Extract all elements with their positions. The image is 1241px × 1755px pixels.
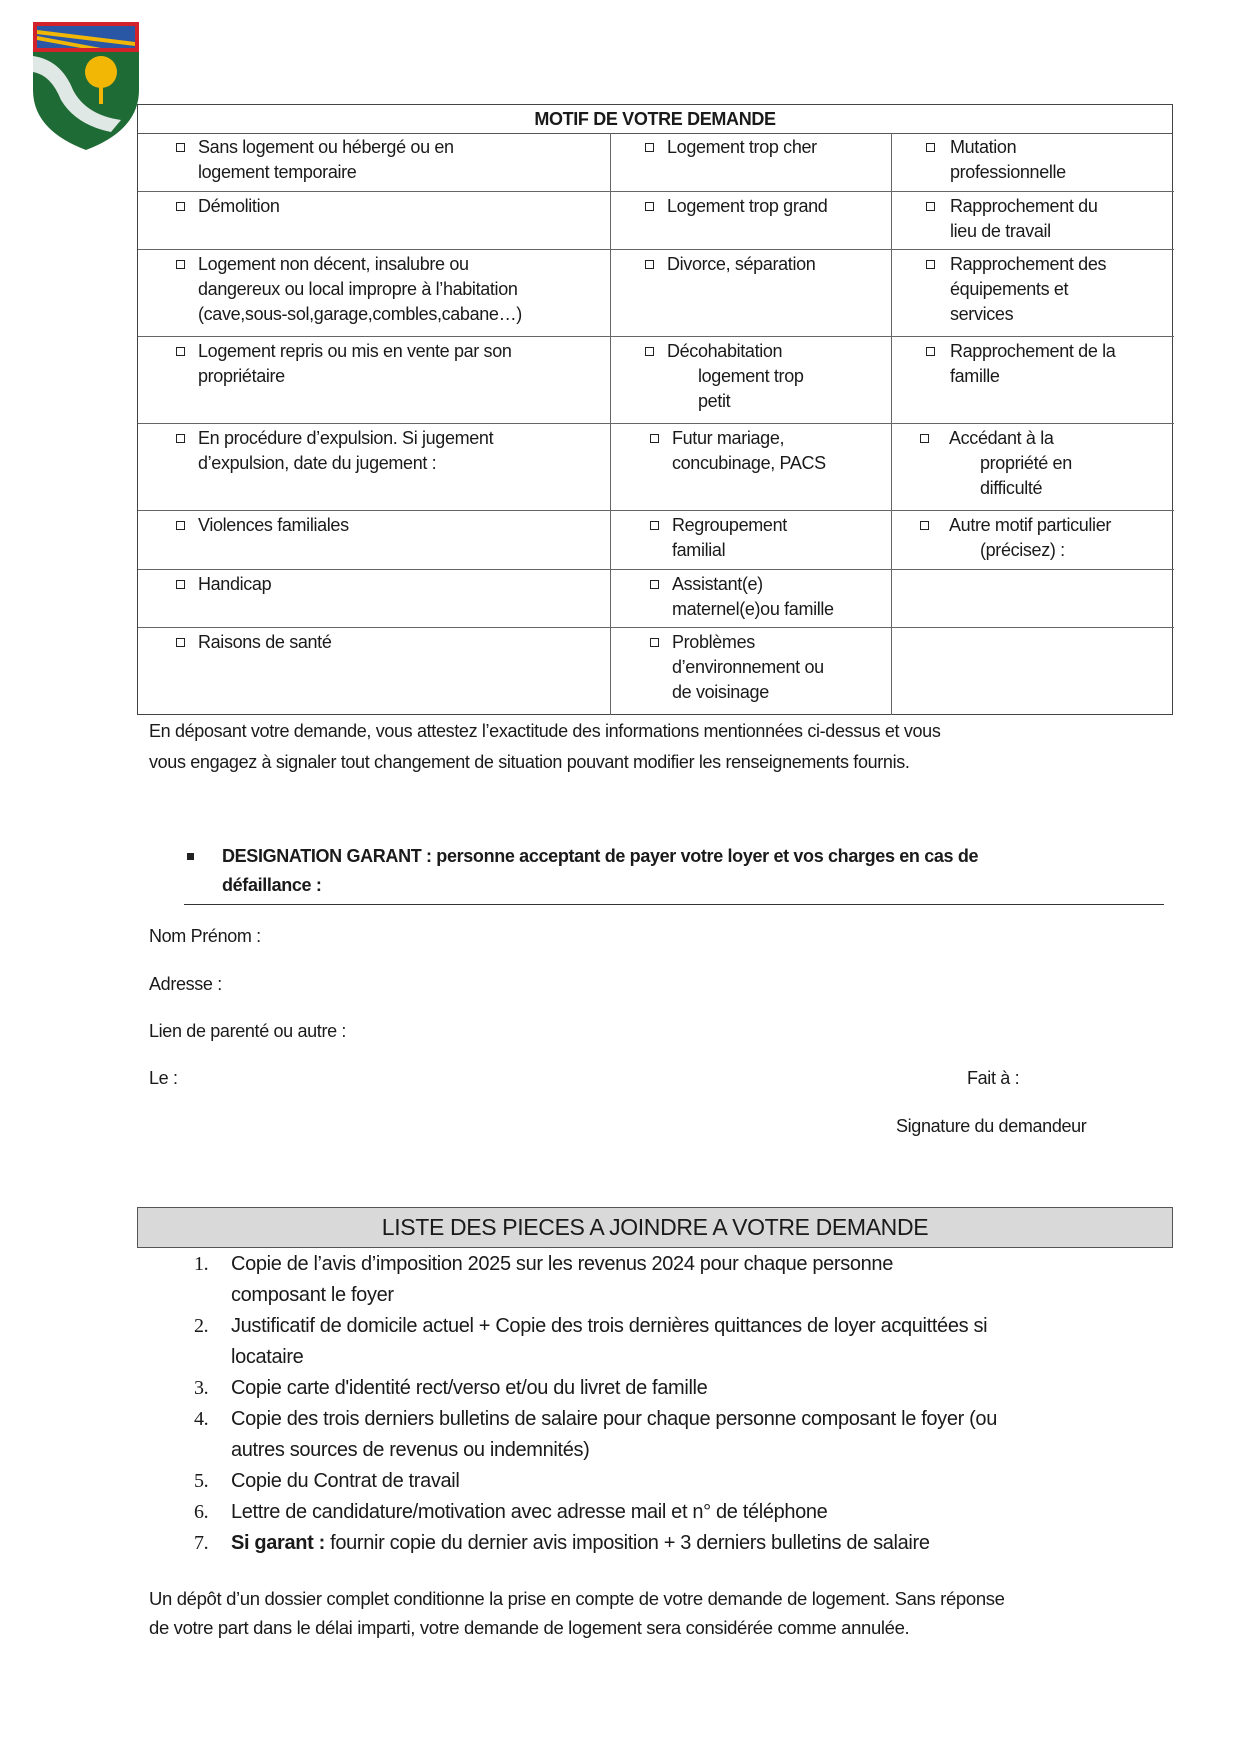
checkbox[interactable]: [926, 260, 935, 269]
motif-option-label: d’environnement ou: [672, 657, 824, 677]
list-item: composant le foyer: [231, 1284, 394, 1306]
motif-option-label: Problèmes: [672, 632, 755, 652]
garant-heading-line: défaillance :: [222, 875, 322, 895]
motif-cell: [892, 628, 1174, 715]
motif-option-label: Logement non décent, insalubre ou: [198, 254, 469, 274]
motif-cell: [611, 511, 892, 570]
motif-option-label: services: [950, 304, 1014, 324]
motif-option-label: professionnelle: [950, 162, 1066, 182]
checkbox[interactable]: [176, 580, 185, 589]
checkbox[interactable]: [645, 260, 654, 269]
motif-cell: [892, 133, 1174, 192]
motif-option-label: propriété en: [980, 453, 1072, 473]
motif-cell: [611, 133, 892, 192]
list-item: locataire: [231, 1346, 304, 1368]
motif-cell: [138, 250, 611, 337]
list-number: 6.: [194, 1501, 209, 1523]
checkbox[interactable]: [650, 434, 659, 443]
motif-option-label: En procédure d’expulsion. Si jugement: [198, 428, 494, 448]
motif-option-label: propriétaire: [198, 366, 285, 386]
motif-option-label: Violences familiales: [198, 515, 349, 535]
list-item-bold: Si garant :: [231, 1532, 325, 1554]
motif-option-label: petit: [698, 391, 731, 411]
motif-cell: [611, 628, 892, 715]
motif-cell: [611, 337, 892, 424]
checkbox[interactable]: [176, 143, 185, 152]
checkbox[interactable]: [926, 202, 935, 211]
motif-option-label: Décohabitation: [667, 341, 783, 361]
checkbox[interactable]: [926, 347, 935, 356]
motif-cell: [892, 570, 1174, 628]
list-item: Copie de l’avis d’imposition 2025 sur les revenus 2024 pour chaque personne: [231, 1253, 893, 1275]
list-item: autres sources de revenus ou indemnités): [231, 1439, 590, 1461]
place-field[interactable]: Fait à :: [967, 1068, 1020, 1088]
motif-cell: [138, 133, 611, 192]
motif-option-label: d’expulsion, date du jugement :: [198, 453, 437, 473]
motif-cell: [138, 628, 611, 715]
checkbox[interactable]: [176, 638, 185, 647]
motif-cell: [892, 250, 1174, 337]
motif-option-label: Mutation: [950, 137, 1017, 157]
motif-cell: [138, 337, 611, 424]
final-notice: [149, 1584, 1173, 1642]
garant-heading: [222, 842, 978, 900]
checkbox[interactable]: [645, 202, 654, 211]
checkbox[interactable]: [926, 143, 935, 152]
motif-option-label: maternel(e)ou famille: [672, 599, 834, 619]
checkbox[interactable]: [650, 521, 659, 530]
checkbox[interactable]: [645, 347, 654, 356]
motif-option-label: (cave,sous-sol,garage,combles,cabane…): [198, 304, 522, 324]
motif-cell: [611, 570, 892, 628]
list-number: 2.: [194, 1315, 209, 1337]
motif-option-label: logement trop: [698, 366, 804, 386]
motif-option-label: (précisez) :: [980, 540, 1065, 560]
motif-option-label: Futur mariage,: [672, 428, 785, 448]
motif-option-label: famille: [950, 366, 1000, 386]
divider: [184, 904, 1164, 905]
motif-option-label: Handicap: [198, 574, 272, 594]
list-item: Copie carte d'identité rect/verso et/ou du livret de famille: [231, 1377, 708, 1399]
attestation-line-1: En déposant votre demande, vous attestez l’exactitude des informations mentionnées ci-dessus et vous: [149, 721, 941, 741]
list-number: 3.: [194, 1377, 209, 1399]
motif-cell: [892, 424, 1174, 511]
motif-option-label: Autre motif particulier: [949, 515, 1112, 535]
motif-cell: [892, 337, 1174, 424]
list-number: 5.: [194, 1470, 209, 1492]
motif-cell: [892, 192, 1174, 250]
square-bullet-icon: [187, 853, 194, 860]
signature-label: Signature du demandeur: [896, 1116, 1087, 1136]
date-field[interactable]: Le :: [149, 1068, 178, 1088]
motif-cell: [611, 424, 892, 511]
motif-option-label: Démolition: [198, 196, 280, 216]
list-item-text: fournir copie du dernier avis imposition + 3 derniers bulletins de salaire: [324, 1532, 930, 1554]
motif-option-label: de voisinage: [672, 682, 769, 702]
motif-option-label: difficulté: [980, 478, 1043, 498]
list-number: 7.: [194, 1532, 209, 1554]
motif-option-label: Logement trop cher: [667, 137, 817, 157]
list-item: [231, 1528, 930, 1558]
pieces-title: LISTE DES PIECES A JOINDRE A VOTRE DEMANDE: [137, 1207, 1173, 1248]
motif-table: [137, 104, 1173, 715]
list-number: 4.: [194, 1408, 209, 1430]
motif-option-label: Raisons de santé: [198, 632, 332, 652]
final-notice-line: Un dépôt d’un dossier complet conditionne la prise en compte de votre demande de logement. Sans réponse: [149, 1588, 1005, 1609]
checkbox[interactable]: [176, 434, 185, 443]
motif-option-label: Rapprochement du: [950, 196, 1098, 216]
motif-cell: [611, 250, 892, 337]
motif-option-label: logement temporaire: [198, 162, 357, 182]
motif-cell: [138, 570, 611, 628]
motif-cell: [138, 192, 611, 250]
motif-option-label: Regroupement: [672, 515, 787, 535]
motif-option-label: Assistant(e): [672, 574, 763, 594]
motif-cell: [138, 424, 611, 511]
checkbox[interactable]: [645, 143, 654, 152]
checkbox[interactable]: [176, 202, 185, 211]
motif-option-label: Accédant à la: [949, 428, 1054, 448]
garant-name-field[interactable]: Nom Prénom :: [149, 926, 261, 946]
checkbox[interactable]: [920, 434, 929, 443]
garant-heading-line: DESIGNATION GARANT : personne acceptant de payer votre loyer et vos charges en cas de: [222, 846, 979, 866]
attestation-line-2: vous engagez à signaler tout changement de situation pouvant modifier les renseignements fournis.: [149, 752, 910, 772]
final-notice-line: de votre part dans le délai imparti, votre demande de logement sera considérée comme annulée.: [149, 1617, 910, 1638]
checkbox[interactable]: [176, 347, 185, 356]
checkbox[interactable]: [650, 580, 659, 589]
motif-option-label: Rapprochement de la: [950, 341, 1116, 361]
motif-table-title: MOTIF DE VOTRE DEMANDE: [138, 105, 1172, 134]
motif-option-label: Logement repris ou mis en vente par son: [198, 341, 512, 361]
motif-option-label: Logement trop grand: [667, 196, 828, 216]
motif-option-label: équipements et: [950, 279, 1069, 299]
checkbox[interactable]: [176, 521, 185, 530]
motif-option-label: lieu de travail: [950, 221, 1051, 241]
motif-cell: [892, 511, 1174, 570]
motif-cell: [611, 192, 892, 250]
motif-option-label: Rapprochement des: [950, 254, 1107, 274]
list-item: Copie des trois derniers bulletins de salaire pour chaque personne composant le foyer (ou: [231, 1408, 997, 1430]
list-item: Justificatif de domicile actuel + Copie des trois dernières quittances de loyer acquittées si: [231, 1315, 988, 1337]
municipal-coat-of-arms-logo: [31, 20, 141, 152]
motif-option-label: familial: [672, 540, 726, 560]
motif-option-label: concubinage, PACS: [672, 453, 826, 473]
list-item: Lettre de candidature/motivation avec adresse mail et n° de téléphone: [231, 1501, 828, 1523]
checkbox[interactable]: [650, 638, 659, 647]
list-number: 1.: [194, 1253, 209, 1275]
motif-cell: [138, 511, 611, 570]
garant-relation-field[interactable]: Lien de parenté ou autre :: [149, 1021, 347, 1041]
list-item: Copie du Contrat de travail: [231, 1470, 460, 1492]
checkbox[interactable]: [920, 521, 929, 530]
motif-option-label: dangereux ou local impropre à l’habitation: [198, 279, 518, 299]
garant-address-field[interactable]: Adresse :: [149, 974, 222, 994]
checkbox[interactable]: [176, 260, 185, 269]
motif-option-label: Sans logement ou hébergé ou en: [198, 137, 454, 157]
motif-option-label: Divorce, séparation: [667, 254, 816, 274]
